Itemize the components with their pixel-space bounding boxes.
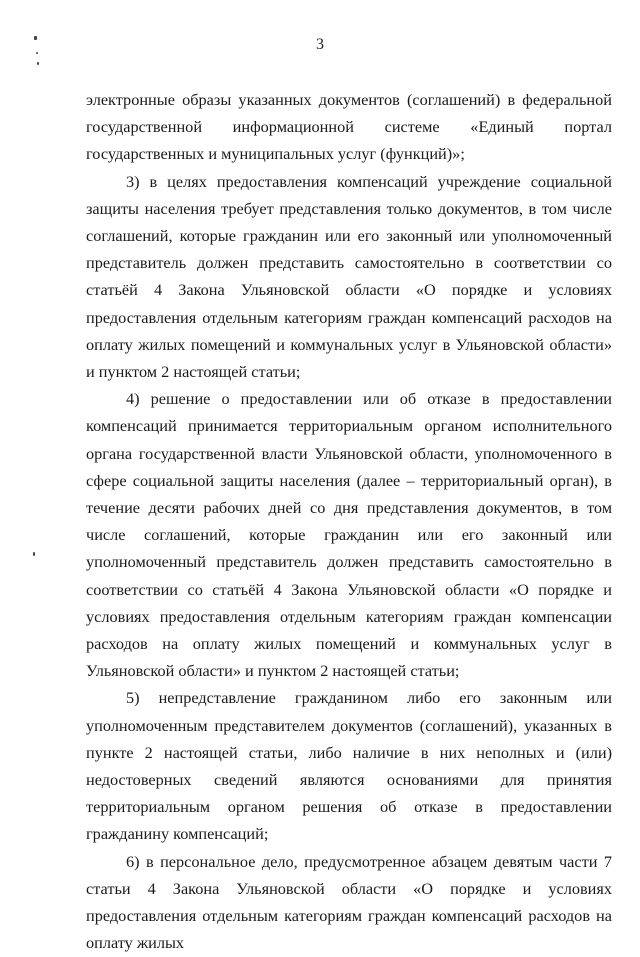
paragraph-item-4: 4) решение о предоставлении или об отказе в предоставлении компенсаций принимается территориальным органом исполнительного органа государственной власти Ульяновской области, уполномоченного в сфере социальной защиты населения (далее – территориальный орган), в течение десяти рабочих дней со дня представления документов, в том числе соглашений, которые гражданин или его законный или уполномоченный представитель должен представить самостоятельно в соответствии со статьёй 4 Закона Ульяновской области «О порядке и условиях предоставления отдельным категориям граждан компенсации расходов на оплату жилых помещений и коммунальных услуг в Ульяновской области» и пунктом 2 настоящей статьи; (86, 389, 612, 681)
page-number: 3 (316, 36, 324, 53)
paragraph-continuation: электронные образы указанных документов (соглашений) в федеральной государственной информационной системе «Единый портал государственных и муниципальных услуг (функций)»; (86, 90, 612, 164)
paragraph-item-3: 3) в целях предоставления компенсаций учреждение социальной защиты населения требует представления только документов, в том числе соглашений, которые гражданин или его законный или уполномоченный представитель должен представить самостоятельно в соответствии со статьёй 4 Закона Ульяновской области «О порядке и условиях предоставления отдельным категориям граждан компенсаций расходов на оплату жилых помещений и коммунальных услуг в Ульяновской области» и пунктом 2 настоящей статьи; (86, 171, 612, 382)
paragraph-item-6: 6) в персональное дело, предусмотренное абзацем девятым части 7 статьи 4 Закона Ульяновской области «О порядке и условиях предоставления отдельным категориям граждан компенсаций расходов на оплату жилых (86, 851, 612, 953)
scan-artifact (33, 552, 35, 556)
document-body (86, 86, 612, 957)
scan-artifact (37, 62, 39, 65)
paragraph-item-5: 5) непредставление гражданином либо его законным или уполномоченным представителем документов (соглашений), указанных в пункте 2 настоящей статьи, либо наличие в них неполных и (или) недостоверных сведений являются основаниями для принятия территориальным органом решения об отказе в предоставлении гражданину компенсаций; (86, 688, 612, 844)
